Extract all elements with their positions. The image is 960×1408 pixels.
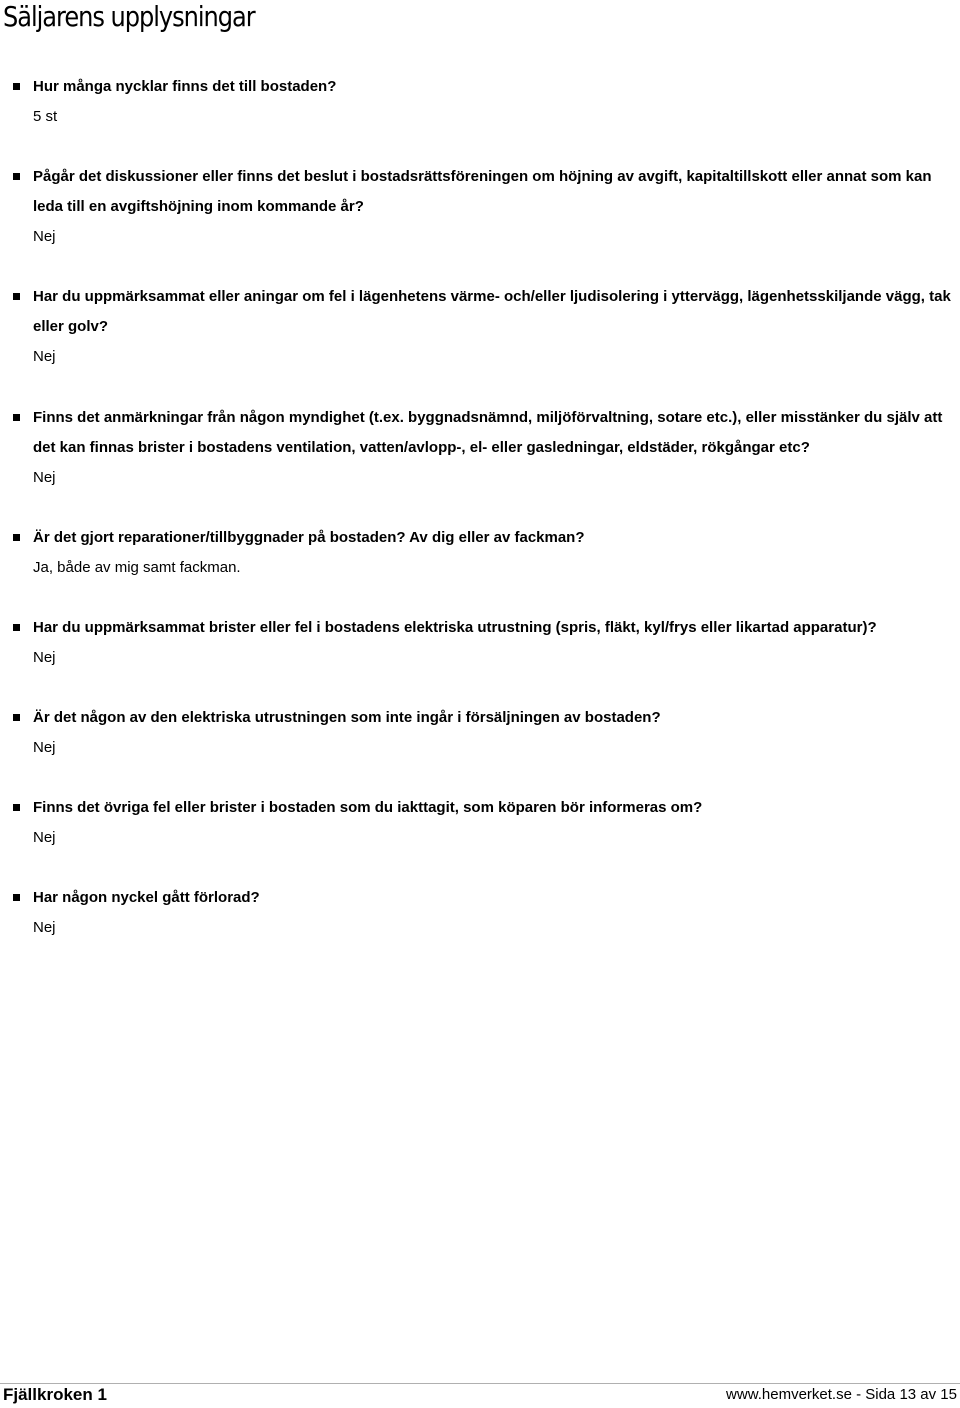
- answer-text: Nej: [33, 649, 56, 666]
- square-bullet-icon: [13, 173, 20, 180]
- square-bullet-icon: [13, 83, 20, 90]
- question-text: Är det gjort reparationer/tillbyggnader på bostaden? Av dig eller av fackman?: [33, 529, 585, 546]
- square-bullet-icon: [13, 804, 20, 811]
- page-title: Säljarens upplysningar: [3, 0, 255, 33]
- answer-text: Ja, både av mig samt fackman.: [33, 559, 241, 576]
- question-text: Finns det anmärkningar från någon myndighet (t.ex. byggnadsnämnd, miljöförvaltning, sotare etc.), eller misstänker du själv att det kan finnas brister i bostadens ventilation, vatten/avlopp-, el- eller gasledningar, eldstäder, rökgångar etc?: [33, 409, 943, 456]
- answer-text: Nej: [33, 348, 56, 365]
- answer-text: 5 st: [33, 108, 58, 125]
- answer-text: Nej: [33, 829, 56, 846]
- question-text: Är det någon av den elektriska utrustningen som inte ingår i försäljningen av bostaden?: [33, 709, 661, 726]
- answer-text: Nej: [33, 228, 56, 245]
- question-text: Finns det övriga fel eller brister i bostaden som du iakttagit, som köparen bör informeras om?: [33, 799, 703, 816]
- question-text: Har du uppmärksammat brister eller fel i bostadens elektriska utrustning (spris, fläkt, kyl/frys eller likartad apparatur)?: [33, 619, 877, 636]
- square-bullet-icon: [13, 293, 20, 300]
- answer-text: Nej: [33, 739, 56, 756]
- footer-page-info: www.hemverket.se - Sida 13 av 15: [726, 1386, 957, 1403]
- question-text: Har någon nyckel gått förlorad?: [33, 889, 260, 906]
- answer-text: Nej: [33, 469, 56, 486]
- answer-text: Nej: [33, 919, 56, 936]
- question-text: Har du uppmärksammat eller aningar om fel i lägenhetens värme- och/eller ljudisolering i yttervägg, lägenhetsskiljande vägg, tak eller golv?: [33, 288, 951, 335]
- footer-property-name: Fjällkroken 1: [3, 1385, 107, 1404]
- question-text: Hur många nycklar finns det till bostaden?: [33, 78, 337, 95]
- square-bullet-icon: [13, 414, 20, 421]
- square-bullet-icon: [13, 624, 20, 631]
- square-bullet-icon: [13, 894, 20, 901]
- question-text: Pågår det diskussioner eller finns det beslut i bostadsrättsföreningen om höjning av avgift, kapitaltillskott eller annat som kan leda till en avgiftshöjning inom kommande år?: [33, 168, 932, 215]
- square-bullet-icon: [13, 714, 20, 721]
- square-bullet-icon: [13, 534, 20, 541]
